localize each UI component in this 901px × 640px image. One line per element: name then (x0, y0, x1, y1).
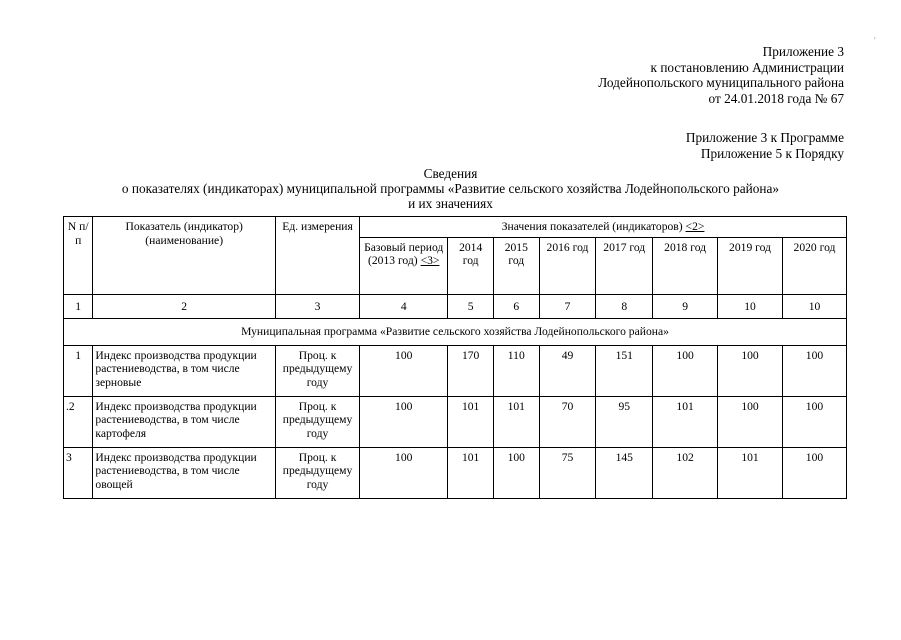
scan-speck: · (873, 34, 876, 43)
column-number: 2 (93, 294, 276, 319)
table-row (64, 396, 847, 447)
base-period-ref: <3> (420, 254, 440, 267)
values-group-ref: <2> (685, 220, 705, 233)
row-value: 145 (596, 447, 653, 498)
column-number: 10 (718, 294, 783, 319)
program-name: Муниципальная программа «Развитие сельского хозяйства Лодейнопольского района» (64, 319, 847, 346)
document-title (0, 166, 901, 211)
column-number: 1 (64, 294, 93, 319)
title-line-3: и их значениях (408, 196, 493, 211)
appendix-header (686, 130, 844, 161)
header-year: 2016 год (539, 237, 596, 294)
header-year: 2020 год (782, 237, 846, 294)
column-number: 9 (653, 294, 718, 319)
appendix-line: Приложение 3 к Программе (685, 130, 844, 145)
header-line: Лодейнопольского муниципального района (598, 75, 844, 90)
row-value: 100 (718, 345, 783, 396)
header-year: 2014 год (448, 237, 494, 294)
row-num: 1 (64, 345, 93, 396)
row-value: 75 (539, 447, 596, 498)
row-value: 100 (782, 345, 846, 396)
row-value: 102 (653, 447, 718, 498)
row-value: 101 (653, 396, 718, 447)
column-number: 4 (360, 294, 448, 319)
row-indicator: Индекс производства продукции растениеводства, в том числе овощей (93, 447, 276, 498)
row-value: 100 (360, 396, 448, 447)
approval-header (598, 44, 844, 106)
row-value: 100 (653, 345, 718, 396)
header-unit: Ед. измерения (275, 217, 359, 295)
row-value: 100 (782, 396, 846, 447)
row-num: 3 (64, 447, 93, 498)
header-year: 2019 год (718, 237, 783, 294)
table-row (64, 345, 847, 396)
row-value: 100 (360, 447, 448, 498)
column-number: 7 (539, 294, 596, 319)
row-value: 110 (493, 345, 539, 396)
row-value: 70 (539, 396, 596, 447)
column-number: 10 (782, 294, 846, 319)
appendix-line: Приложение 5 к Порядку (700, 145, 844, 161)
column-number: 3 (275, 294, 359, 319)
column-number: 8 (596, 294, 653, 319)
header-year: 2015 год (493, 237, 539, 294)
header-year: 2018 год (653, 237, 718, 294)
base-period-label: Базовый период (2013 год) (364, 240, 444, 267)
row-value: 101 (493, 396, 539, 447)
header-values-group (360, 217, 847, 238)
title-line-2: о показателях (индикаторах) муниципальной программы «Развитие сельского хозяйства Лодейнопольского района» (121, 181, 780, 196)
indicators-table (63, 216, 847, 499)
column-number: 6 (493, 294, 539, 319)
header-year: 2017 год (596, 237, 653, 294)
row-unit: Проц. к предыдущему году (275, 345, 359, 396)
row-value: 101 (448, 447, 494, 498)
row-value: 100 (782, 447, 846, 498)
values-group-label: Значения показателей (индикаторов) (501, 220, 686, 233)
row-value: 100 (493, 447, 539, 498)
program-row (64, 319, 847, 346)
header-indicator: Показатель (индикатор) (наименование) (93, 217, 276, 295)
title-line-1: Сведения (423, 166, 478, 181)
row-value: 95 (596, 396, 653, 447)
row-value: 100 (718, 396, 783, 447)
header-line: от 24.01.2018 года № 67 (708, 90, 844, 106)
row-value: 100 (360, 345, 448, 396)
row-num: .2 (64, 396, 93, 447)
row-indicator: Индекс производства продукции растениеводства, в том числе картофеля (93, 396, 276, 447)
table-header-row (64, 217, 847, 238)
row-unit: Проц. к предыдущему году (275, 396, 359, 447)
header-line: к постановлению Администрации (650, 59, 844, 75)
row-value: 170 (448, 345, 494, 396)
header-num: N п/п (64, 217, 93, 295)
row-unit: Проц. к предыдущему году (275, 447, 359, 498)
column-number-row (64, 294, 847, 319)
header-line: Приложение 3 (762, 44, 844, 59)
column-number: 5 (448, 294, 494, 319)
header-base-period (360, 237, 448, 294)
row-value: 151 (596, 345, 653, 396)
row-indicator: Индекс производства продукции растениеводства, в том числе зерновые (93, 345, 276, 396)
row-value: 49 (539, 345, 596, 396)
row-value: 101 (448, 396, 494, 447)
table-row (64, 447, 847, 498)
row-value: 101 (718, 447, 783, 498)
